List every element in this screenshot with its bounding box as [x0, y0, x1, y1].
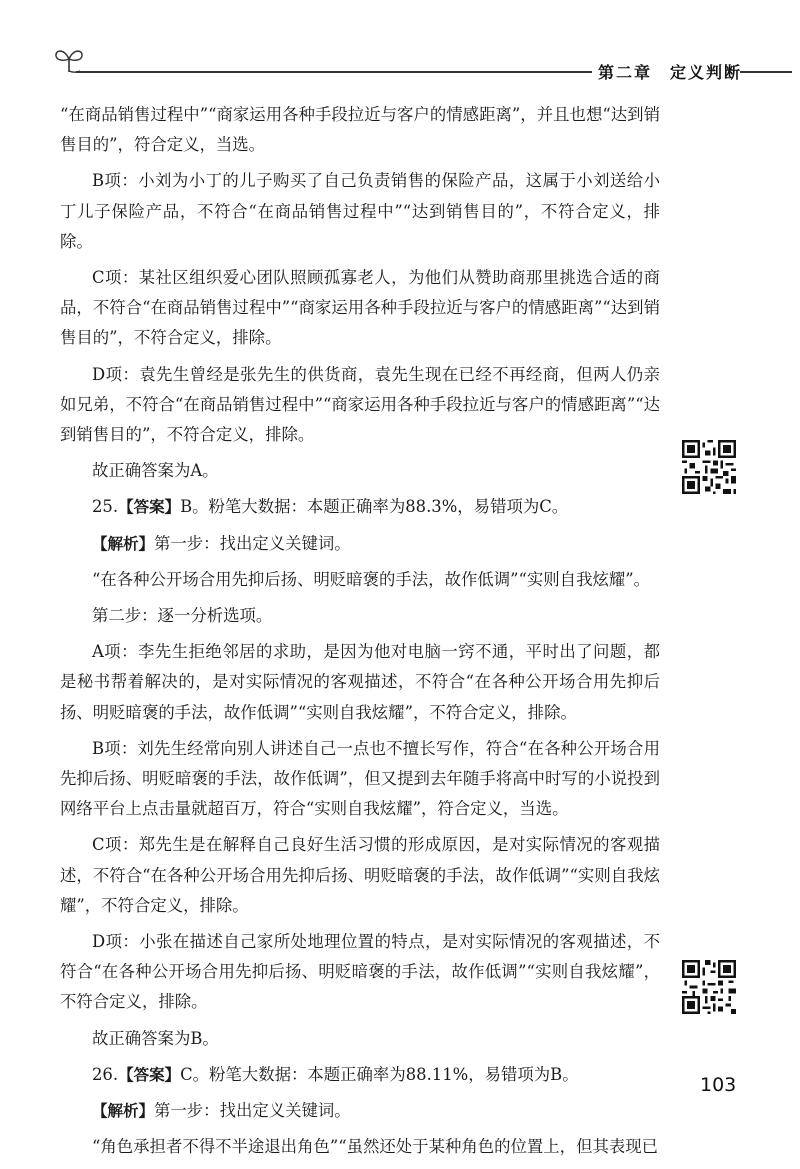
analysis-tag: 【解析】 [92, 534, 155, 553]
paragraph: 故正确答案为B。 [92, 1028, 219, 1048]
answer-tag: 【答案】 [118, 498, 181, 517]
question-25-analysis [60, 529, 660, 559]
paragraph: 第二步：逐一分析选项。 [92, 606, 273, 626]
header-rule-right [740, 71, 792, 73]
qr-code-icon[interactable] [682, 960, 736, 1014]
paragraph: D项：小张在描述自己家所处地理位置的特点，是对实际情况的客观描述，不符合“在各种公开场合用先抑后扬、明贬暗褒的手法，故作低调”“实则自我炫耀”，不符合定义，排除。 [60, 932, 660, 1012]
question-number: 25. [92, 497, 119, 517]
analysis-text: 第一步：找出定义关键词。 [154, 533, 351, 553]
section-title: 定义判断 [670, 63, 743, 82]
paragraph: “角色承担者不得不半途退出角色”“虽然还处于某种角色的位置上，但其表现已 [92, 1137, 659, 1157]
sprout-icon [52, 44, 86, 74]
paragraph: D项：袁先生曾经是张先生的供货商，袁先生现在已经不再经商，但两人仍亲如兄弟，不符合“在商品销售过程中”“商家运用各种手段拉近与客户的情感距离”“达到销售目的”，不符合定义，排除。 [60, 364, 660, 445]
page-body [60, 100, 660, 1169]
header-rule-left [76, 71, 592, 73]
question-number: 26. [92, 1064, 119, 1084]
page-header [0, 0, 800, 90]
chapter-title [598, 60, 742, 83]
question-26-analysis [60, 1096, 660, 1126]
paragraph: A项：李先生拒绝邻居的求助，是因为他对电脑一窍不通，平时出了问题，都是秘书帮着解决的，是对实际情况的客观描述，不符合“在各种公开场合用先抑后扬、明贬暗褒的手法，故作低调”“实则自我炫耀”，不符合定义，排除。 [60, 642, 660, 722]
paragraph: B项：刘先生经常向别人讲述自己一点也不擅长写作，符合“在各种公开场合用先抑后扬、明贬暗褒的手法，故作低调”，但又提到去年随手将高中时写的小说投到网络平台上点击量就超百万，符合“实则自我炫耀”，符合定义，当选。 [60, 738, 660, 819]
paragraph: C项：郑先生是在解释自己良好生活习惯的形成原因，是对实际情况的客观描述，不符合“在各种公开场合用先抑后扬、明贬暗褒的手法，故作低调”“实则自我炫耀”，不符合定义，排除。 [60, 835, 660, 915]
paragraph: “在商品销售过程中”“商家运用各种手段拉近与客户的情感距离”，并且也想“达到销售目的”，符合定义，当选。 [60, 105, 660, 155]
qr-code-icon[interactable] [682, 440, 736, 494]
answer-text: B。粉笔大数据：本题正确率为88.3%，易错项为C。 [180, 497, 569, 517]
chapter-number: 第二章 [598, 63, 653, 82]
answer-text: C。粉笔大数据：本题正确率为88.11%，易错项为B。 [180, 1064, 579, 1084]
paragraph: C项：某社区组织爱心团队照顾孤寡老人，为他们从赞助商那里挑选合适的商品，不符合“在商品销售过程中”“商家运用各种手段拉近与客户的情感距离”“达到销售目的”，不符合定义，排除。 [60, 268, 660, 348]
analysis-tag: 【解析】 [92, 1102, 155, 1121]
paragraph: 故正确答案为A。 [92, 461, 219, 481]
page-number: 103 [700, 1074, 737, 1096]
question-26-answer [60, 1060, 660, 1090]
answer-tag: 【答案】 [118, 1065, 181, 1084]
paragraph: “在各种公开场合用先抑后扬、明贬暗褒的手法，故作低调”“实则自我炫耀”。 [92, 569, 651, 589]
paragraph: B项：小刘为小丁的儿子购买了自己负责销售的保险产品，这属于小刘送给小丁儿子保险产品，不符合“在商品销售过程中”“达到销售目的”，不符合定义，排除。 [60, 171, 660, 251]
analysis-text: 第一步：找出定义关键词。 [154, 1101, 351, 1121]
question-25-answer [60, 492, 660, 522]
